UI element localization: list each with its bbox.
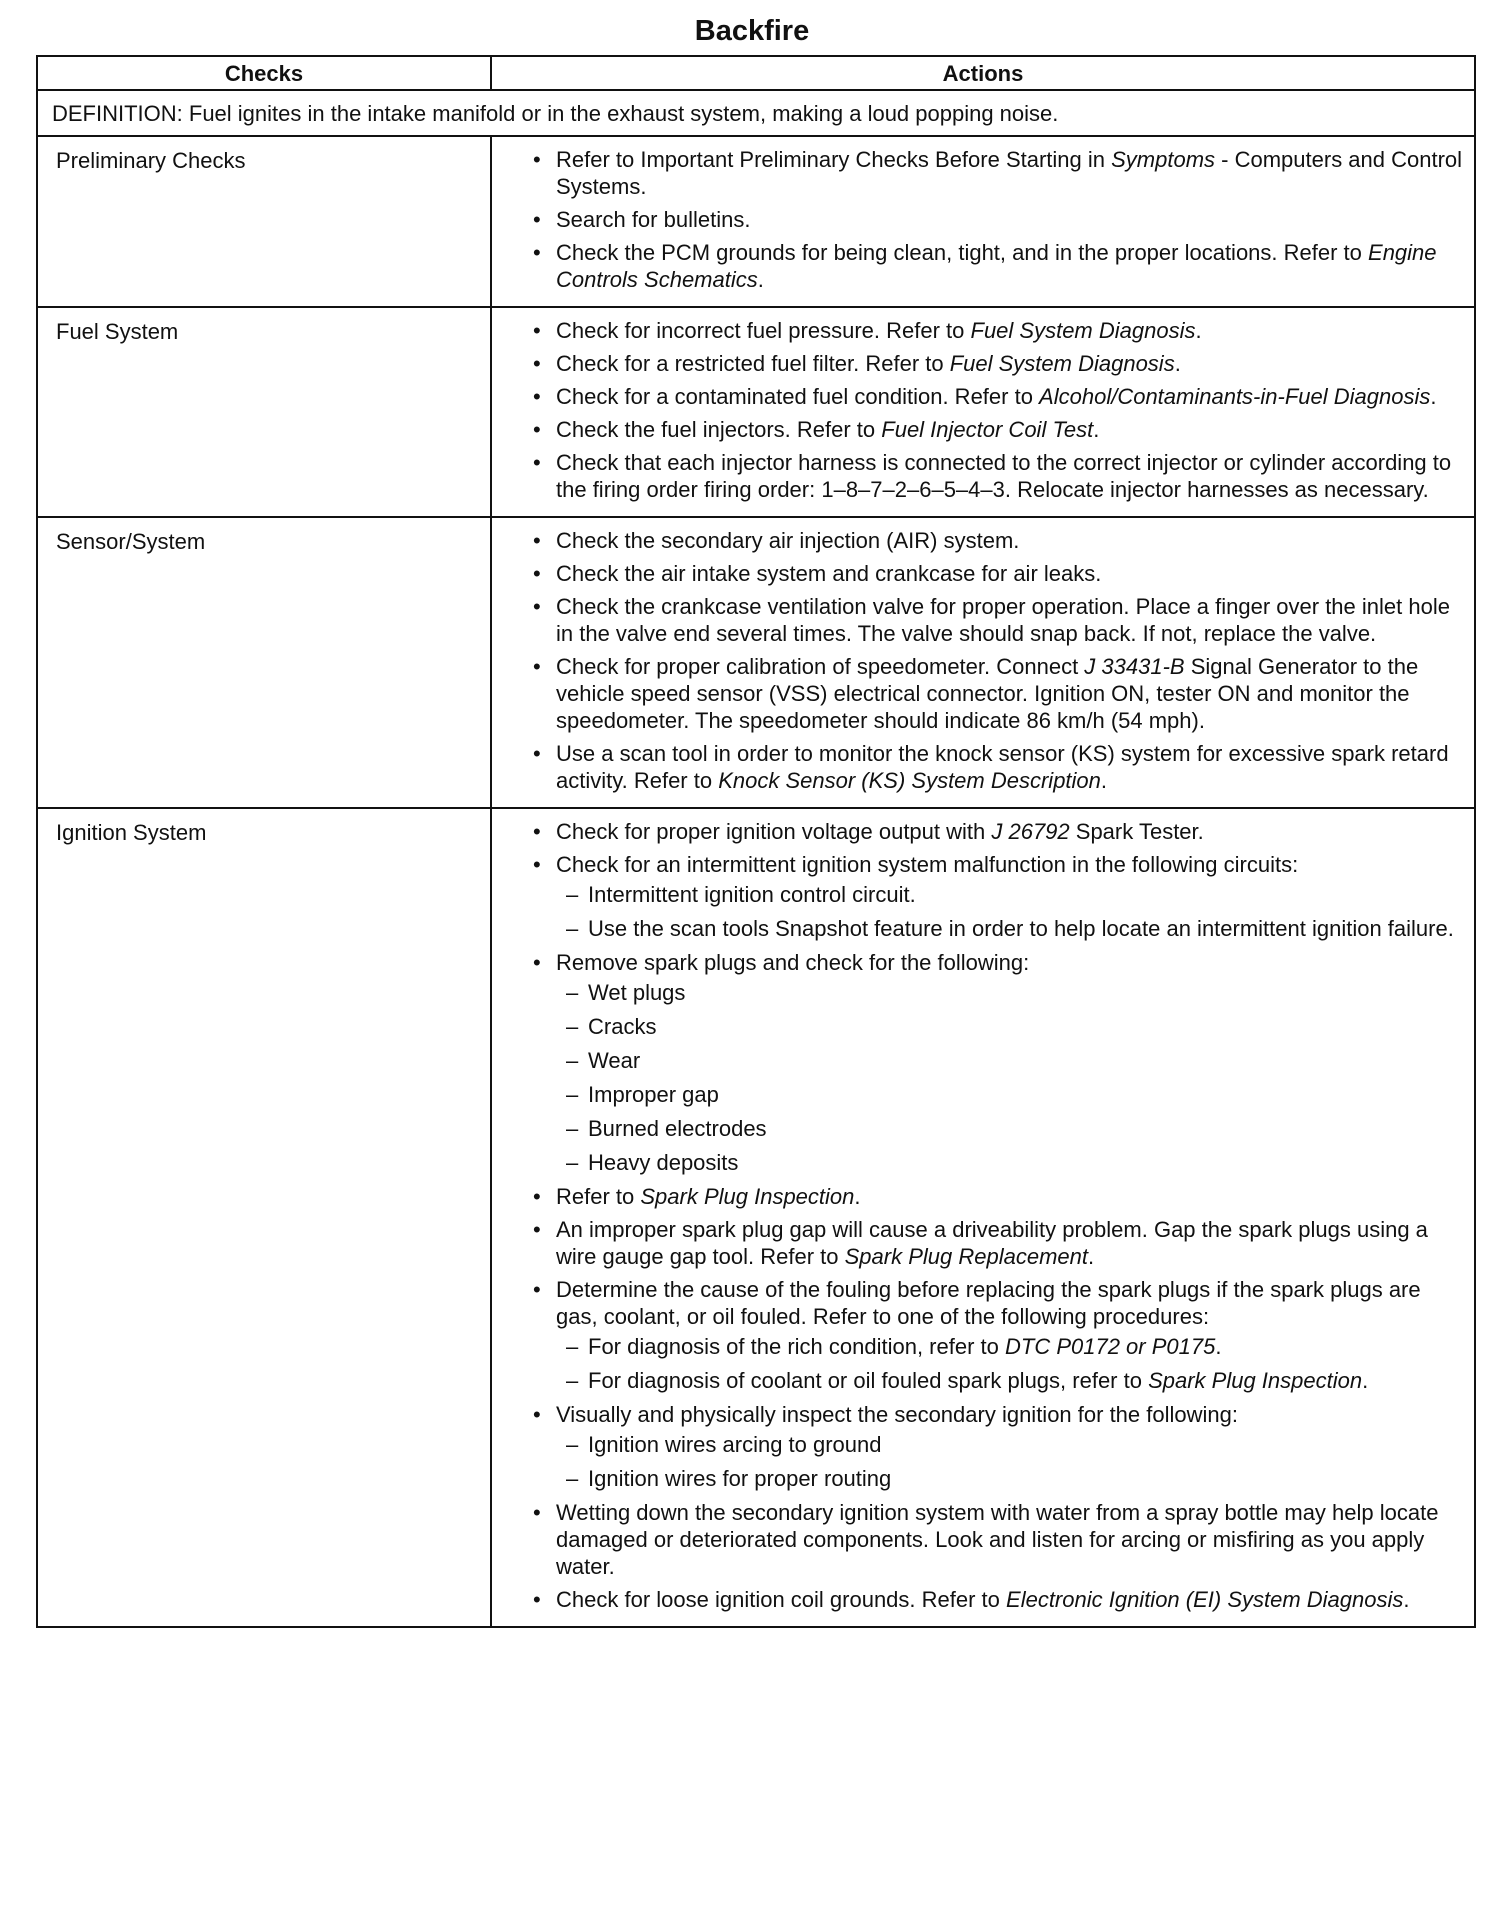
action-item [530,593,1464,647]
actions-cell [491,136,1475,307]
action-list [530,146,1464,293]
action-text: Check for proper ignition voltage output with [556,819,992,844]
action-text: Refer to [556,1184,641,1209]
action-text: Check the fuel injectors. Refer to [556,417,882,442]
action-item [530,949,1464,1176]
action-item [530,146,1464,200]
action-item [530,527,1464,554]
action-text: Check the air intake system and crankcase for air leaks. [556,561,1102,586]
action-text: . [854,1184,861,1209]
sub-action-list [556,1431,1464,1492]
action-item [530,560,1464,587]
action-text: Spark Tester. [1069,819,1204,844]
reference-link-text: DTC P0172 or P0175 [1005,1334,1216,1359]
reference-link-text: Spark Plug Replacement [844,1244,1088,1269]
action-item [530,851,1464,942]
action-text: Check for proper calibration of speedometer. Connect [556,654,1085,679]
sub-action-item [556,1367,1464,1394]
actions-cell [491,517,1475,808]
action-text: Check the crankcase ventilation valve for proper operation. Place a finger over the inlet hole in the valve end several times. The valve should snap back. If not, replace the valve. [556,594,1450,646]
definition-text: DEFINITION: Fuel ignites in the intake manifold or in the exhaust system, making a loud popping noise. [37,90,1475,136]
reference-link-text: Electronic Ignition (EI) System Diagnosis [1006,1587,1404,1612]
action-text: Check that each injector harness is connected to the correct injector or cylinder according to the firing order firing order: 1–8–7–2–6–5–4–3. Relocate injector harnesses as necessary. [556,450,1452,502]
action-item [530,1216,1464,1270]
reference-link-text: Alcohol/Contaminants-in-Fuel Diagnosis [1039,384,1431,409]
action-text: Intermittent ignition control circuit. [588,882,916,907]
action-text: Burned electrodes [588,1116,767,1141]
action-item [530,1183,1464,1210]
action-text: Heavy deposits [588,1150,739,1175]
action-item [530,653,1464,734]
reference-link-text: J 33431-B [1084,654,1185,679]
action-item [530,449,1464,503]
sub-action-item [556,1149,1464,1176]
action-text: Wetting down the secondary ignition system with water from a spray bottle may help locate damaged or deteriorated components. Look and listen for arcing or misfiring as you apply water. [556,1500,1439,1579]
reference-link-text: Fuel System Diagnosis [949,351,1175,376]
action-text: Check for a restricted fuel filter. Refer to [556,351,950,376]
reference-link-text: Symptoms [1111,147,1216,172]
backfire-diagnosis-table [36,55,1476,1628]
header-row [37,56,1475,90]
action-list [530,317,1464,503]
action-item [530,818,1464,845]
action-text: Check for an intermittent ignition system malfunction in the following circuits: [556,852,1299,877]
sub-action-list [556,979,1464,1176]
action-item [530,740,1464,794]
actions-cell [491,808,1475,1627]
action-text: Improper gap [588,1082,719,1107]
action-list [530,818,1464,1613]
page-title: Backfire [694,15,810,47]
check-category: Ignition System [37,808,491,1627]
table-body [37,90,1475,1627]
check-row-preliminary-checks [37,136,1475,307]
action-text: Wet plugs [588,980,686,1005]
action-item [530,239,1464,293]
actions-column-header: Actions [491,56,1475,90]
reference-link-text: J 26792 [991,819,1070,844]
action-text: Ignition wires for proper routing [588,1466,892,1491]
sub-action-item [556,1047,1464,1074]
action-text: . [1430,384,1437,409]
action-item [530,383,1464,410]
action-item [530,206,1464,233]
action-text: . [1174,351,1181,376]
action-item [530,1586,1464,1613]
action-text: Ignition wires arcing to ground [588,1432,882,1457]
action-text: Check for a contaminated fuel condition. Refer to [556,384,1040,409]
action-text: Check for incorrect fuel pressure. Refer to [556,318,971,343]
action-item [530,350,1464,377]
reference-link-text: Spark Plug Inspection [1148,1368,1363,1393]
action-text: Visually and physically inspect the secondary ignition for the following: [556,1402,1238,1427]
action-text: For diagnosis of the rich condition, refer to [588,1334,1005,1359]
sub-action-item [556,1115,1464,1142]
action-text: . [1100,768,1108,793]
action-text: . [1215,1334,1222,1359]
action-text: Use the scan tools Snapshot feature in order to help locate an intermittent ignition failure. [588,916,1454,941]
action-text: Check the secondary air injection (AIR) system. [556,528,1020,553]
check-category: Fuel System [37,307,491,517]
sub-action-item [556,1013,1464,1040]
action-item [530,1401,1464,1492]
action-list [530,527,1464,794]
reference-link-text: Engine Controls Schematics [556,240,1437,292]
definition-row [37,90,1475,136]
sub-action-list [556,1333,1464,1394]
action-text: . [1087,1244,1095,1269]
actions-cell [491,307,1475,517]
action-text: Check for loose ignition coil grounds. Refer to [556,1587,1007,1612]
reference-link-text: Fuel Injector Coil Test [881,417,1094,442]
action-text: An improper spark plug gap will cause a driveability problem. Gap the spark plugs using a wire gauge gap tool. Refer to [556,1217,1428,1269]
action-item [530,1499,1464,1580]
check-row-fuel-system [37,307,1475,517]
action-text: Wear [588,1048,641,1073]
action-text: Use a scan tool in order to monitor the knock sensor (KS) system for excessive spark retard activity. Refer to [556,741,1449,793]
sub-action-item [556,881,1464,908]
check-row-sensor-system [37,517,1475,808]
sub-action-item [556,979,1464,1006]
action-text: . [1093,417,1100,442]
sub-action-item [556,915,1464,942]
sub-action-item [556,1465,1464,1492]
action-text: Refer to Important Preliminary Checks Before Starting in [556,147,1112,172]
reference-link-text: Spark Plug Inspection [640,1184,855,1209]
action-item [530,1276,1464,1394]
action-text: Check the PCM grounds for being clean, tight, and in the proper locations. Refer to [556,240,1369,265]
action-text: . [1362,1368,1369,1393]
sub-action-item [556,1081,1464,1108]
action-text: Cracks [588,1014,657,1039]
action-text: For diagnosis of coolant or oil fouled spark plugs, refer to [588,1368,1149,1393]
action-text: Determine the cause of the fouling before replacing the spark plugs if the spark plugs are gas, coolant, or oil fouled. Refer to one of the following procedures: [556,1277,1421,1329]
checks-column-header: Checks [37,56,491,90]
action-item [530,317,1464,344]
sub-action-item [556,1431,1464,1458]
reference-link-text: Knock Sensor (KS) System Description [718,768,1101,793]
check-category: Sensor/System [37,517,491,808]
check-row-ignition-system [37,808,1475,1627]
action-item [530,416,1464,443]
sub-action-item [556,1333,1464,1360]
action-text: . [1195,318,1202,343]
action-text: . [1403,1587,1410,1612]
action-text: Signal Generator to the vehicle speed sensor (VSS) electrical connector. Ignition ON, tester ON and monitor the speedometer. The speedometer should indicate 86 km/h (54 mph). [556,654,1419,733]
action-text: . [757,267,764,292]
reference-link-text: Fuel System Diagnosis [970,318,1196,343]
action-text: Remove spark plugs and check for the following: [556,950,1030,975]
action-text: Search for bulletins. [556,207,751,232]
sub-action-list [556,881,1464,942]
check-category: Preliminary Checks [37,136,491,307]
action-text: - Computers and Control Systems. [556,147,1463,199]
